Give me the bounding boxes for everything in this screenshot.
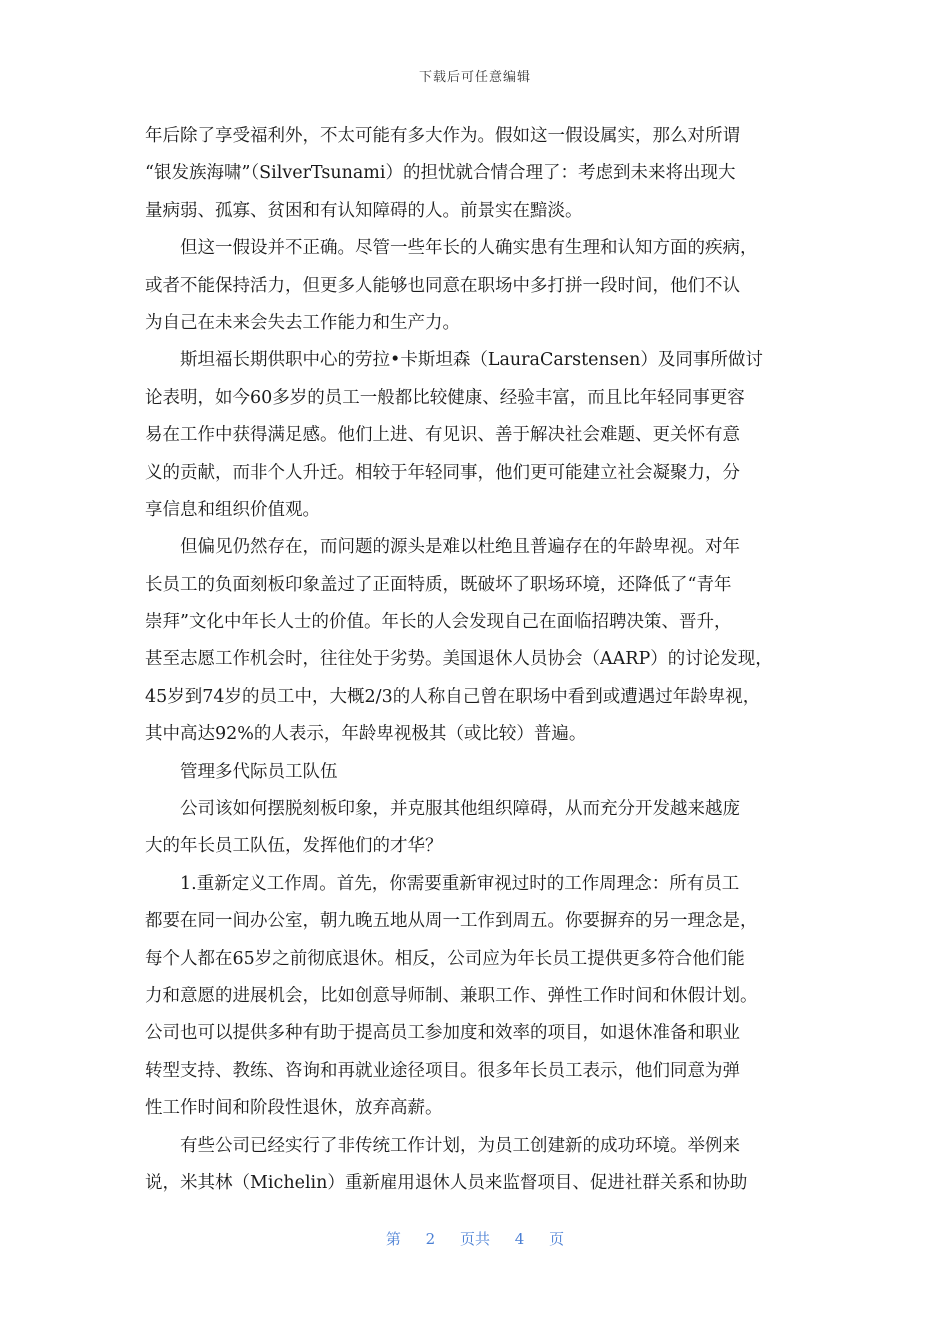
text-line: 45岁到74岁的员工中，大概2/3的人称自己曾在职场中看到或遭遇过年龄卑视， <box>145 686 761 707</box>
text-line: 但这一假设并不正确。尽管一些年长的人确实患有生理和认知方面的疾病， <box>180 238 758 259</box>
text-line: 甚至志愿工作机会时，往往处于劣势。美国退休人员协会（AARP）的讨论发现， <box>145 649 773 670</box>
text-line: 性工作时间和阶段性退休，放弃高薪。 <box>145 1098 443 1119</box>
text-line: 为自己在未来会失去工作能力和生产力。 <box>145 312 460 333</box>
text-line: “银发族海啸”（SilverTsunami）的担忧就合情合理了：考虑到未来将出现大 <box>145 163 736 184</box>
footer-suffix: 页 <box>549 1230 565 1248</box>
page-header: 下载后可任意编辑 <box>418 70 531 85</box>
text-line: 年后除了享受福利外，不太可能有多大作为。假如这一假设属实，那么对所谓 <box>145 126 740 146</box>
text-line: 力和意愿的进展机会，比如创意导师制、兼职工作、弹性工作时间和休假计划。 <box>145 985 758 1006</box>
footer-prefix: 第 <box>385 1230 401 1248</box>
text-line: 转型支持、教练、咨询和再就业途径项目。很多年长员工表示，他们同意为弹 <box>145 1060 740 1081</box>
text-line: 说，米其林（Michelin）重新雇用退休人员来监督项目、促进社群关系和协助 <box>145 1172 748 1193</box>
text-line: 公司也可以提供多种有助于提高员工参加度和效率的项目，如退休准备和职业 <box>145 1023 740 1044</box>
text-line: 论表明，如今60多岁的员工一般都比较健康、经验丰富，而且比年轻同事更容 <box>145 387 745 408</box>
document-body <box>145 118 810 1202</box>
footer-mid: 页共 <box>459 1230 490 1248</box>
text-line: 长员工的负面刻板印象盖过了正面特质，既破坏了职场环境，还降低了“青年 <box>145 574 732 595</box>
text-line: 其中高达92%的人表示，年龄卑视极其（或比较）普遍。 <box>145 724 587 745</box>
text-line: 公司该如何摆脱刻板印象，并克服其他组织障碍，从而充分开发越来越庞 <box>180 799 740 820</box>
page-footer <box>0 1228 950 1249</box>
text-line: 义的贡献，而非个人升迁。相较于年轻同事，他们更可能建立社会凝聚力，分 <box>145 462 740 483</box>
text-line: 但偏见仍然存在，而问题的源头是难以杜绝且普遍存在的年龄卑视。对年 <box>180 537 740 558</box>
text-line: 1.重新定义工作周。首先，你需要重新审视过时的工作周理念：所有员工 <box>180 873 740 894</box>
text-line: 斯坦福长期供职中心的劳拉•卡斯坦森（LauraCarstensen）及同事所做讨 <box>180 350 763 371</box>
footer-total-pages: 4 <box>514 1230 525 1248</box>
text-line: 管理多代际员工队伍 <box>180 761 338 782</box>
text-line: 每个人都在65岁之前彻底退休。相反，公司应为年长员工提供更多符合他们能 <box>145 948 745 969</box>
text-line: 量病弱、孤寡、贫困和有认知障碍的人。前景实在黯淡。 <box>145 200 583 221</box>
text-line: 大的年长员工队伍，发挥他们的才华？ <box>145 836 443 857</box>
footer-current-page: 2 <box>425 1230 436 1248</box>
text-line: 享信息和组织价值观。 <box>145 499 320 520</box>
text-line: 易在工作中获得满足感。他们上进、有见识、善于解决社会难题、更关怀有意 <box>145 425 740 446</box>
text-line: 或者不能保持活力，但更多人能够也同意在职场中多打拼一段时间，他们不认 <box>145 275 740 296</box>
text-line: 有些公司已经实行了非传统工作计划，为员工创建新的成功环境。举例来 <box>180 1135 740 1156</box>
text-line: 都要在同一间办公室，朝九晚五地从周一工作到周五。你要摒弃的另一理念是， <box>145 911 758 932</box>
text-line: 崇拜”文化中年长人士的价值。年长的人会发现自己在面临招聘决策、晋升， <box>145 612 732 633</box>
